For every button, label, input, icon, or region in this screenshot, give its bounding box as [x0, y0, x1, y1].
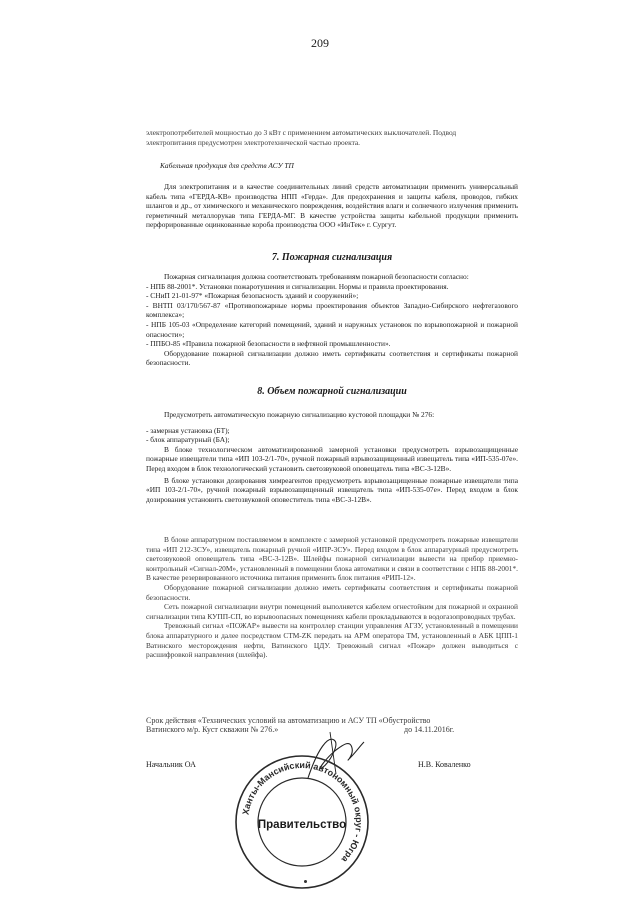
- section-7-intro: Пожарная сигнализация должна соответствовать требованиям пожарной безопасности согласно:: [164, 272, 469, 281]
- section-7-item: - НПБ 105-03 «Определение категорий помещений, зданий и наружных установок по взрывопожарной и пожарной опасности»;: [146, 319, 518, 339]
- section-8-title: 8. Объем пожарной сигнализации: [257, 386, 407, 397]
- section-7-item: - НПБ 88-2001*. Установки пожаротушения и сигнализации. Нормы и правила проектирования.: [146, 281, 449, 291]
- official-seal: [232, 752, 372, 892]
- section-8-paragraph: В блоке технологическом автоматизированной замерной установки предусмотреть взрывозащищенные пожарные извещатели типа «ИП 103-2/1-70», ручной пожарный взрывозащищенный извещатель типа «ИП-535-07е». Перед входом в блок технологический установить светозвуковой оповещатель типа «ВС-3-12В».: [146, 444, 518, 473]
- section-8-paragraph: Сеть пожарной сигнализации внутри помещений выполняется кабелем огнестойким для пожарной и охранной сигнализации типа КУПП-СП, во взрывоопасных помещениях кабели прокладываются в водогазопроводных трубах.: [146, 602, 518, 621]
- section-7-item: - СНиП 21-01-97* «Пожарная безопасность зданий и сооружений»;: [146, 291, 359, 301]
- section-8-body: [146, 410, 518, 504]
- section-8-item: - замерная установка (БТ);: [146, 425, 230, 435]
- signature-left-label: Начальник ОА: [146, 760, 196, 769]
- bottom-mark: [304, 880, 307, 883]
- section-7-item: - ВНТП 03/170/567-87 «Противопожарные нормы проектирования объектов Западно-Сибирского нефтегазового комплекса»;: [146, 300, 518, 320]
- section-7-body: [146, 272, 518, 368]
- section-8-item: - блок аппаратурный (БА);: [146, 435, 230, 445]
- section-8-body-continued: [146, 535, 518, 660]
- intro-block: [146, 128, 518, 147]
- validity-line: Срок действия «Технических условий на автоматизацию и АСУ ТП «Обустройство: [146, 716, 431, 725]
- section-7-title: 7. Пожарная сигнализация: [271, 252, 393, 263]
- section-8-paragraph: Оборудование пожарной сигнализации должно иметь сертификаты соответствия и сертификаты пожарной безопасности.: [146, 582, 518, 602]
- cable-heading: Кабельная продукция для средств АСУ ТП: [160, 161, 294, 170]
- seal-ring-text: Ханты-Мансийский автономный округ - Югра: [240, 759, 365, 865]
- section-7-closing: Оборудование пожарной сигнализации должно иметь сертификаты соответствия и сертификаты пожарной безопасности.: [146, 348, 518, 368]
- section-7-item: - ППБО-85 «Правила пожарной безопасности в нефтяной промышленности».: [146, 339, 391, 349]
- validity-date: до 14.11.2016г.: [404, 725, 455, 734]
- validity-line: Ватинского м/р. Куст скважин № 276.»: [146, 725, 279, 734]
- intro-line: электропотребителей мощностью до 3 кВт с применением автоматических выключателей. Подвод: [146, 128, 457, 137]
- intro-line: электропитания предусмотрен электротехнической частью проекта.: [146, 137, 361, 147]
- section-8-intro: Предусмотреть автоматическую пожарную сигнализацию кустовой площадки № 276:: [164, 410, 435, 419]
- seal-center-text: Правительство: [257, 819, 347, 831]
- cable-paragraph: Для электропитания и в качестве соединительных линий средств автоматизации применить универсальный кабель типа «ГЕРДА-КВ» производства НПП «Герда». Для предохранения и защиты кабеля, проводов, гибких шлангов и др., от химического и механического повреждения, воздействия влаги и солнечного излучения применить герметичный металлорукав типа ГЕРДА-МГ. В качестве устройства защиты кабельной продукции применить перфорированные оцинкованные короба производства ООО «ИнТек» г. Сургут.: [146, 182, 518, 230]
- signature-right-name: Н.В. Коваленко: [418, 760, 471, 769]
- section-8-paragraph: В блоке аппаратурном поставляемом в комплекте с замерной установкой предусмотреть пожарные извещатели типа «ИП 212-3СУ», извещатель пожарный ручной «ИПР-3СУ». Перед входом в блок аппаратурный предусмотреть светозвуковой оповещатель типа «ВС-3-12В». Шлейфы пожарной сигнализации вывести на прибор приемно-контрольный «Сигнал-20М», установленный в помещении блока автоматики и связи в соответствии с НПБ 88-2001*. В качестве резервированного источника питания применить блок питания «РИП-12».: [146, 535, 518, 583]
- section-8-paragraph: Тревожный сигнал «ПОЖАР» вывести на контроллер станции управления АГЗУ, установленный в помещении блока аппаратурного и далее посредством СТМ-ZK передать на АРМ оператора ТМ, установленный в АБК ЦПП-1 Ватинского месторождения нефти, Ватинского ЦДУ. Тревожный сигнал «Пожар» должен выводиться с расшифровкой направления (шлейфа).: [146, 621, 518, 660]
- section-8-paragraph: В блоке установки дозирования химреагентов предусмотреть взрывозащищенные пожарные извещатели типа «ИП 103-2/1-70», ручной пожарный взрывозащищенный извещатель типа «ИП-535-07е». Перед входом в блок дозирования установить светозвуковой оповеститель типа «ВС-3-12В».: [146, 475, 518, 504]
- page-number: 209: [311, 36, 329, 50]
